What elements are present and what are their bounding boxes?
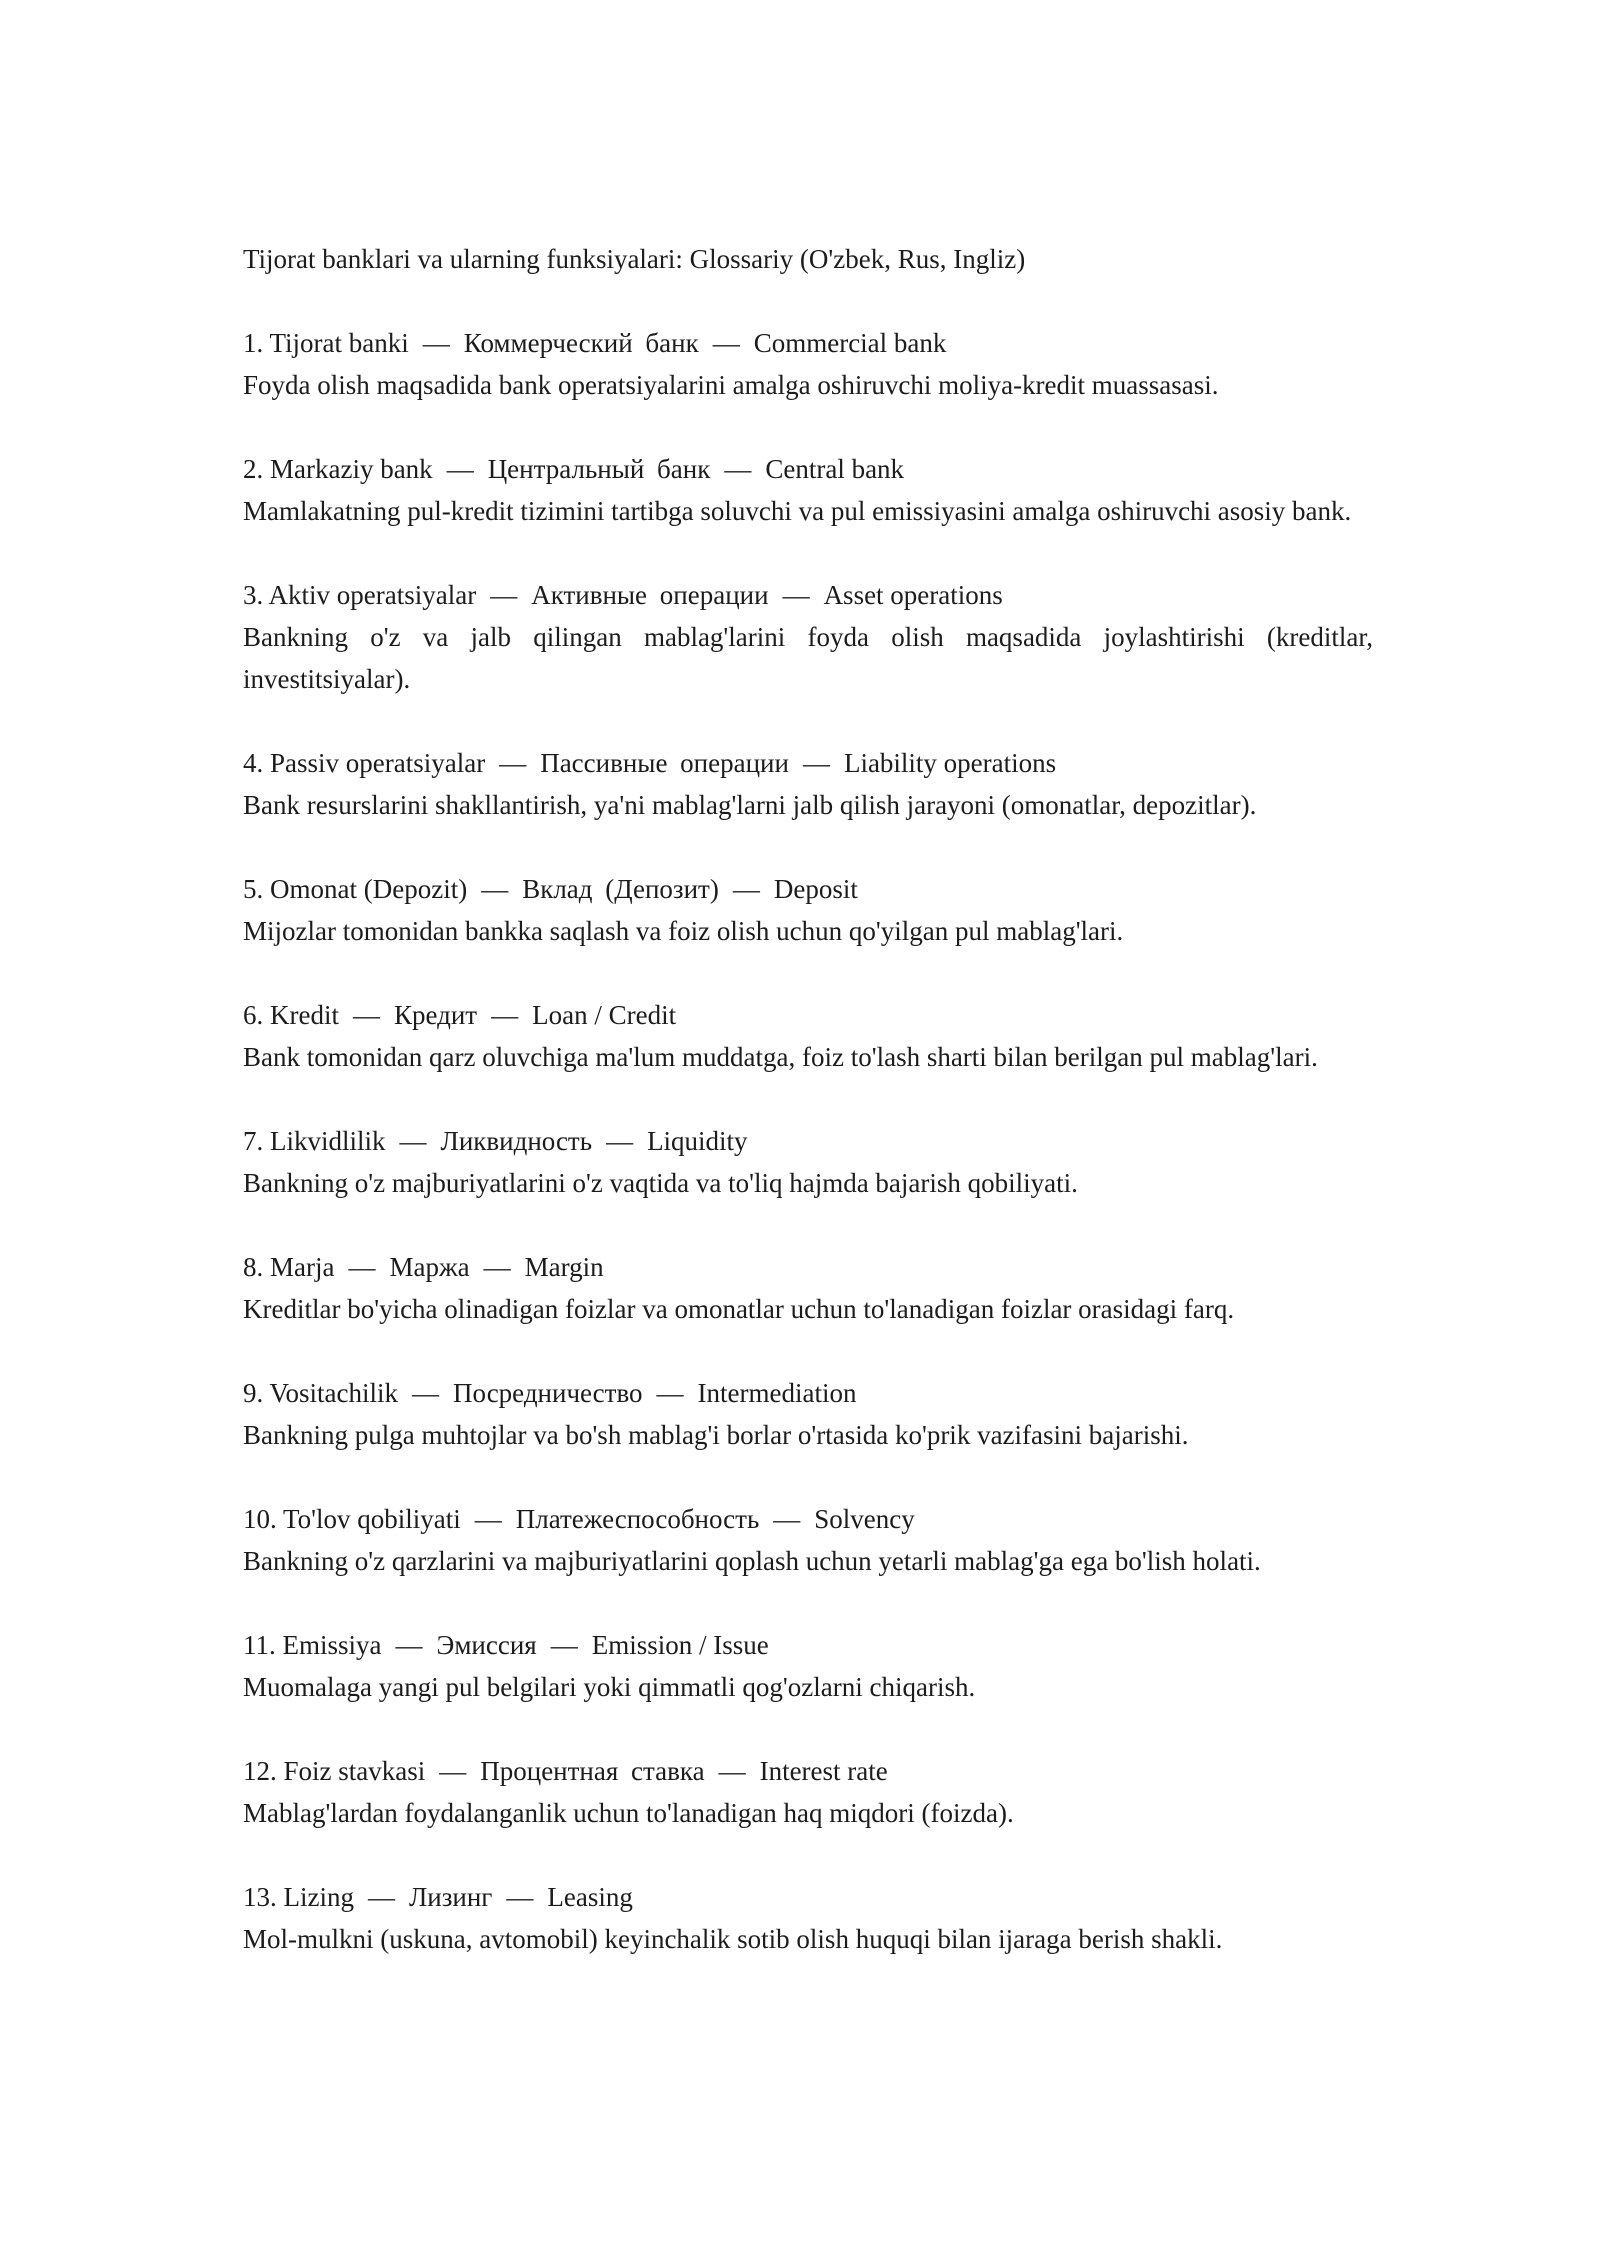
term-definition: Kreditlar bo'yicha olinadigan foizlar va omonatlar uchun to'lanadigan foizlar orasidagi farq. [243, 1294, 1235, 1324]
term-uzbek: Omonat (Depozit) [270, 874, 468, 904]
term-definition: Bankning o'z qarzlarini va majburiyatlarini qoplash uchun yetarli mablag'ga ega bo'lish holati. [243, 1546, 1261, 1576]
term-uzbek: Emissiya [282, 1630, 382, 1660]
entry-number: 2. [243, 454, 264, 484]
term-definition: Mablag'lardan foydalanganlik uchun to'lanadigan haq miqdori (foizda). [243, 1798, 1014, 1828]
term-separator: — [802, 748, 830, 778]
term-separator: — [348, 1252, 376, 1282]
term-separator: — [481, 874, 509, 904]
glossary-term-line [243, 574, 1373, 616]
term-english: Central bank [765, 454, 905, 484]
term-english: Intermediation [697, 1378, 857, 1408]
term-separator: — [491, 1000, 519, 1030]
term-separator: — [446, 454, 474, 484]
term-separator: — [483, 1252, 511, 1282]
term-uzbek: To'lov qobiliyati [283, 1504, 461, 1534]
entry-number: 13. [243, 1882, 277, 1912]
term-definition: Mamlakatning pul-kredit tizimini tartibga soluvchi va pul emissiyasini amalga oshiruvchi asosiy bank. [243, 496, 1352, 526]
term-uzbek: Marja [270, 1252, 335, 1282]
term-russian: Платежеспособность [515, 1504, 760, 1534]
term-english: Leasing [547, 1882, 633, 1912]
term-separator: — [499, 748, 527, 778]
term-uzbek: Vositachilik [269, 1378, 399, 1408]
term-separator: — [352, 1000, 380, 1030]
term-separator: — [474, 1504, 502, 1534]
term-russian: Ликвидность [440, 1126, 593, 1156]
term-russian: Процентная ставка [480, 1756, 705, 1786]
term-separator: — [773, 1504, 801, 1534]
glossary-term-line [243, 1120, 1373, 1162]
glossary-entry [243, 1498, 1373, 1582]
term-uzbek: Kredit [270, 1000, 339, 1030]
glossary-entry [243, 742, 1373, 826]
term-definition: Muomalaga yangi pul belgilari yoki qimmatli qog'ozlarni chiqarish. [243, 1672, 976, 1702]
term-separator: — [656, 1378, 684, 1408]
entry-number: 12. [243, 1756, 277, 1786]
term-definition: Bank resurslarini shakllantirish, ya'ni mablag'larni jalb qilish jarayoni (omonatlar, depozitlar). [243, 790, 1257, 820]
entry-number: 11. [243, 1630, 276, 1660]
term-english: Interest rate [759, 1756, 888, 1786]
glossary-entry [243, 322, 1373, 406]
term-russian: Активные операции [531, 580, 769, 610]
term-uzbek: Tijorat banki [269, 328, 409, 358]
term-separator: — [399, 1126, 427, 1156]
term-separator: — [439, 1756, 467, 1786]
term-definition: Bank tomonidan qarz oluvchiga ma'lum muddatga, foiz to'lash sharti bilan berilgan pul mablag'lari. [243, 1042, 1318, 1072]
term-separator: — [412, 1378, 440, 1408]
term-english: Loan / Credit [532, 1000, 677, 1030]
entry-number: 3. [243, 580, 264, 610]
term-russian: Пассивные операции [540, 748, 789, 778]
entry-number: 10. [243, 1504, 277, 1534]
entry-number: 6. [243, 1000, 264, 1030]
entry-number: 9. [243, 1378, 264, 1408]
term-russian: Центральный банк [487, 454, 711, 484]
term-separator: — [724, 454, 752, 484]
term-english: Commercial bank [753, 328, 947, 358]
term-english: Deposit [773, 874, 858, 904]
term-uzbek: Lizing [283, 1882, 354, 1912]
term-separator: — [367, 1882, 395, 1912]
term-separator: — [422, 328, 450, 358]
document-title: Tijorat banklari va ularning funksiyalari: Glossariy (O'zbek, Rus, Ingliz) [243, 244, 1026, 274]
glossary-entry [243, 1876, 1373, 1960]
glossary-term-line [243, 1750, 1373, 1792]
term-definition: Bankning o'z majburiyatlarini o'z vaqtida va to'liq hajmda bajarish qobiliyati. [243, 1168, 1078, 1198]
glossary-entry [243, 574, 1373, 700]
glossary-term-line [243, 1246, 1373, 1288]
term-separator: — [490, 580, 518, 610]
term-definition: Mol-mulkni (uskuna, avtomobil) keyinchalik sotib olish huquqi bilan ijaraga berish shakli. [243, 1924, 1223, 1954]
glossary-term-line [243, 742, 1373, 784]
document-body [243, 238, 1373, 2002]
glossary-term-line [243, 994, 1373, 1036]
glossary-entry [243, 448, 1373, 532]
glossary-entry [243, 1246, 1373, 1330]
term-russian: Кредит [393, 1000, 478, 1030]
entry-number: 8. [243, 1252, 264, 1282]
term-separator: — [732, 874, 760, 904]
term-separator: — [718, 1756, 746, 1786]
term-russian: Посредничество [453, 1378, 643, 1408]
term-uzbek: Likvidlilik [270, 1126, 386, 1156]
entry-number: 4. [243, 748, 264, 778]
term-russian: Лизинг [408, 1882, 493, 1912]
term-separator: — [550, 1630, 578, 1660]
term-english: Liability operations [843, 748, 1057, 778]
term-definition: Foyda olish maqsadida bank operatsiyalarini amalga oshiruvchi moliya-kredit muassasasi. [243, 370, 1219, 400]
term-english: Solvency [814, 1504, 915, 1534]
term-russian: Коммерческий банк [463, 328, 699, 358]
term-english: Emission / Issue [591, 1630, 769, 1660]
term-english: Asset operations [823, 580, 1003, 610]
term-separator: — [395, 1630, 423, 1660]
glossary-term-line [243, 448, 1373, 490]
term-russian: Эмиссия [436, 1630, 537, 1660]
term-uzbek: Aktiv operatsiyalar [268, 580, 477, 610]
entry-number: 7. [243, 1126, 264, 1156]
glossary-list [243, 322, 1373, 1960]
glossary-term-line [243, 322, 1373, 364]
glossary-term-line [243, 868, 1373, 910]
term-russian: Маржа [389, 1252, 470, 1282]
term-uzbek: Passiv operatsiyalar [270, 748, 486, 778]
term-separator: — [506, 1882, 534, 1912]
glossary-term-line [243, 1498, 1373, 1540]
term-uzbek: Markaziy bank [270, 454, 433, 484]
term-uzbek: Foiz stavkasi [283, 1756, 426, 1786]
glossary-term-line [243, 1372, 1373, 1414]
glossary-entry [243, 1624, 1373, 1708]
glossary-entry [243, 994, 1373, 1078]
glossary-entry [243, 868, 1373, 952]
glossary-entry [243, 1372, 1373, 1456]
term-english: Liquidity [647, 1126, 748, 1156]
glossary-term-line [243, 1876, 1373, 1918]
term-russian: Вклад (Депозит) [522, 874, 719, 904]
term-separator: — [712, 328, 740, 358]
term-definition: Bankning pulga muhtojlar va bo'sh mablag'i borlar o'rtasida ko'prik vazifasini bajarishi. [243, 1420, 1189, 1450]
term-definition: Mijozlar tomonidan bankka saqlash va foiz olish uchun qo'yilgan pul mablag'lari. [243, 916, 1124, 946]
glossary-entry [243, 1750, 1373, 1834]
entry-number: 1. [243, 328, 264, 358]
entry-number: 5. [243, 874, 264, 904]
glossary-term-line [243, 1624, 1373, 1666]
term-definition: Bankning o'z va jalb qilingan mablag'larini foyda olish maqsadida joylashtirishi (kreditlar, investitsiyalar). [243, 622, 1373, 694]
glossary-entry [243, 1120, 1373, 1204]
term-separator: — [606, 1126, 634, 1156]
term-english: Margin [524, 1252, 604, 1282]
term-separator: — [782, 580, 810, 610]
